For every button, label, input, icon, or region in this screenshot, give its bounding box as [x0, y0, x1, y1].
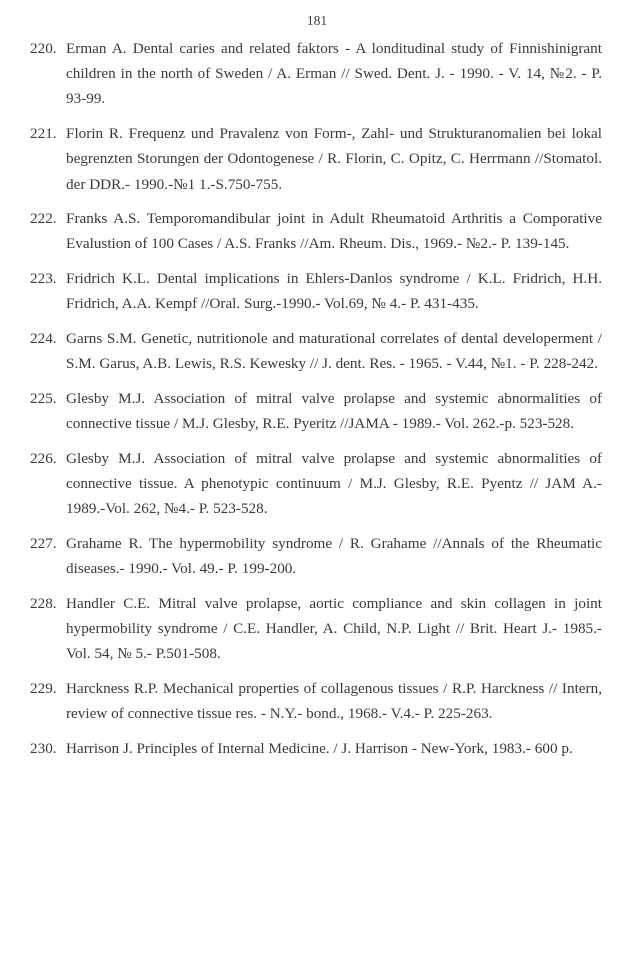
reference-number: 228. — [30, 594, 57, 612]
reference-item — [30, 326, 602, 376]
reference-text: Erman A. Dental caries and related faktors - A londitudinal study of Finnishinigrant children in the north of Sweden / A. Erman // Swed. Dent. J. - 1990. - V. 14, №2. - P. 93-99. — [66, 40, 602, 108]
reference-item — [30, 206, 602, 256]
reference-number: 225. — [30, 389, 57, 407]
reference-list — [30, 36, 602, 771]
reference-text: Fridrich K.L. Dental implications in Ehlers-Danlos syndrome / K.L. Fridrich, H.H. Fridrich, A.A. Kempf //Oral. Surg.-1990.- Vol.69, № 4.- P. 431-435. — [66, 270, 602, 313]
reference-item — [30, 36, 602, 112]
reference-number: 222. — [30, 210, 57, 228]
reference-item — [30, 591, 602, 667]
reference-item — [30, 736, 602, 761]
reference-number: 221. — [30, 125, 57, 143]
reference-text: Glesby M.J. Association of mitral valve prolapse and systemic abnormalities of connective tissue. A phenotypic continuum / M.J. Glesby, R.E. Pyentz // JAM A.- 1989.-Vol. 262, №4.- P. 523-528. — [66, 449, 602, 518]
reference-item — [30, 446, 602, 522]
reference-text: Florin R. Frequenz und Pravalenz von Form-, Zahl- und Strukturanomalien bei lokal begrenzten Storungen der Odontogenese / R. Florin, C. Opitz, C. Herrmann //Stomatol. der DDR.- 1990.-№1 1.-S.750-755. — [66, 125, 602, 193]
reference-number: 230. — [30, 739, 57, 757]
reference-number: 229. — [30, 679, 57, 697]
reference-text: Grahame R. The hypermobility syndrome / R. Grahame //Annals of the Rheumatic diseases.- 1990.- Vol. 49.- P. 199-200. — [66, 534, 602, 578]
reference-number: 220. — [30, 40, 57, 57]
page-number: 181 — [306, 13, 328, 28]
reference-text: Harckness R.P. Mechanical properties of collagenous tissues / R.P. Harckness // Intern, review of connective tissue res. - N.Y.- bond., 1968.- V.4.- P. 225-263. — [66, 679, 602, 723]
reference-item — [30, 121, 602, 197]
reference-item — [30, 266, 602, 316]
reference-text: Franks A.S. Temporomandibular joint in Adult Rheumatoid Arthritis a Comporative Evalustion of 100 Cases / A.S. Franks //Am. Rheum. Dis., 1969.- №2.- P. 139-145. — [66, 210, 602, 253]
reference-number: 223. — [30, 270, 57, 288]
reference-number: 226. — [30, 449, 57, 467]
reference-text: Harrison J. Principles of Internal Medicine. / J. Harrison - New-York, 1983.- 600 p. — [66, 739, 573, 757]
reference-text: Handler C.E. Mitral valve prolapse, aortic compliance and skin collagen in joint hypermobility syndrome / C.E. Handler, A. Child, N.P. Light // Brit. Heart J.- 1985.- Vol. 54, № 5.- P.501-508. — [66, 594, 602, 663]
reference-text: Glesby M.J. Association of mitral valve prolapse and systemic abnormalities of connective tissue / M.J. Glesby, R.E. Pyeritz //JAMA - 1989.- Vol. 262.-p. 523-528. — [66, 389, 602, 433]
reference-number: 224. — [30, 330, 57, 348]
reference-item — [30, 531, 602, 581]
reference-text: Garns S.M. Genetic, nutritionole and maturational correlates of dental developerment / S.M. Garus, A.B. Lewis, R.S. Kewesky // J. dent. Res. - 1965. - V.44, №1. - P. 228-242. — [66, 330, 602, 373]
reference-item — [30, 676, 602, 726]
reference-item — [30, 386, 602, 436]
reference-number: 227. — [30, 534, 57, 552]
